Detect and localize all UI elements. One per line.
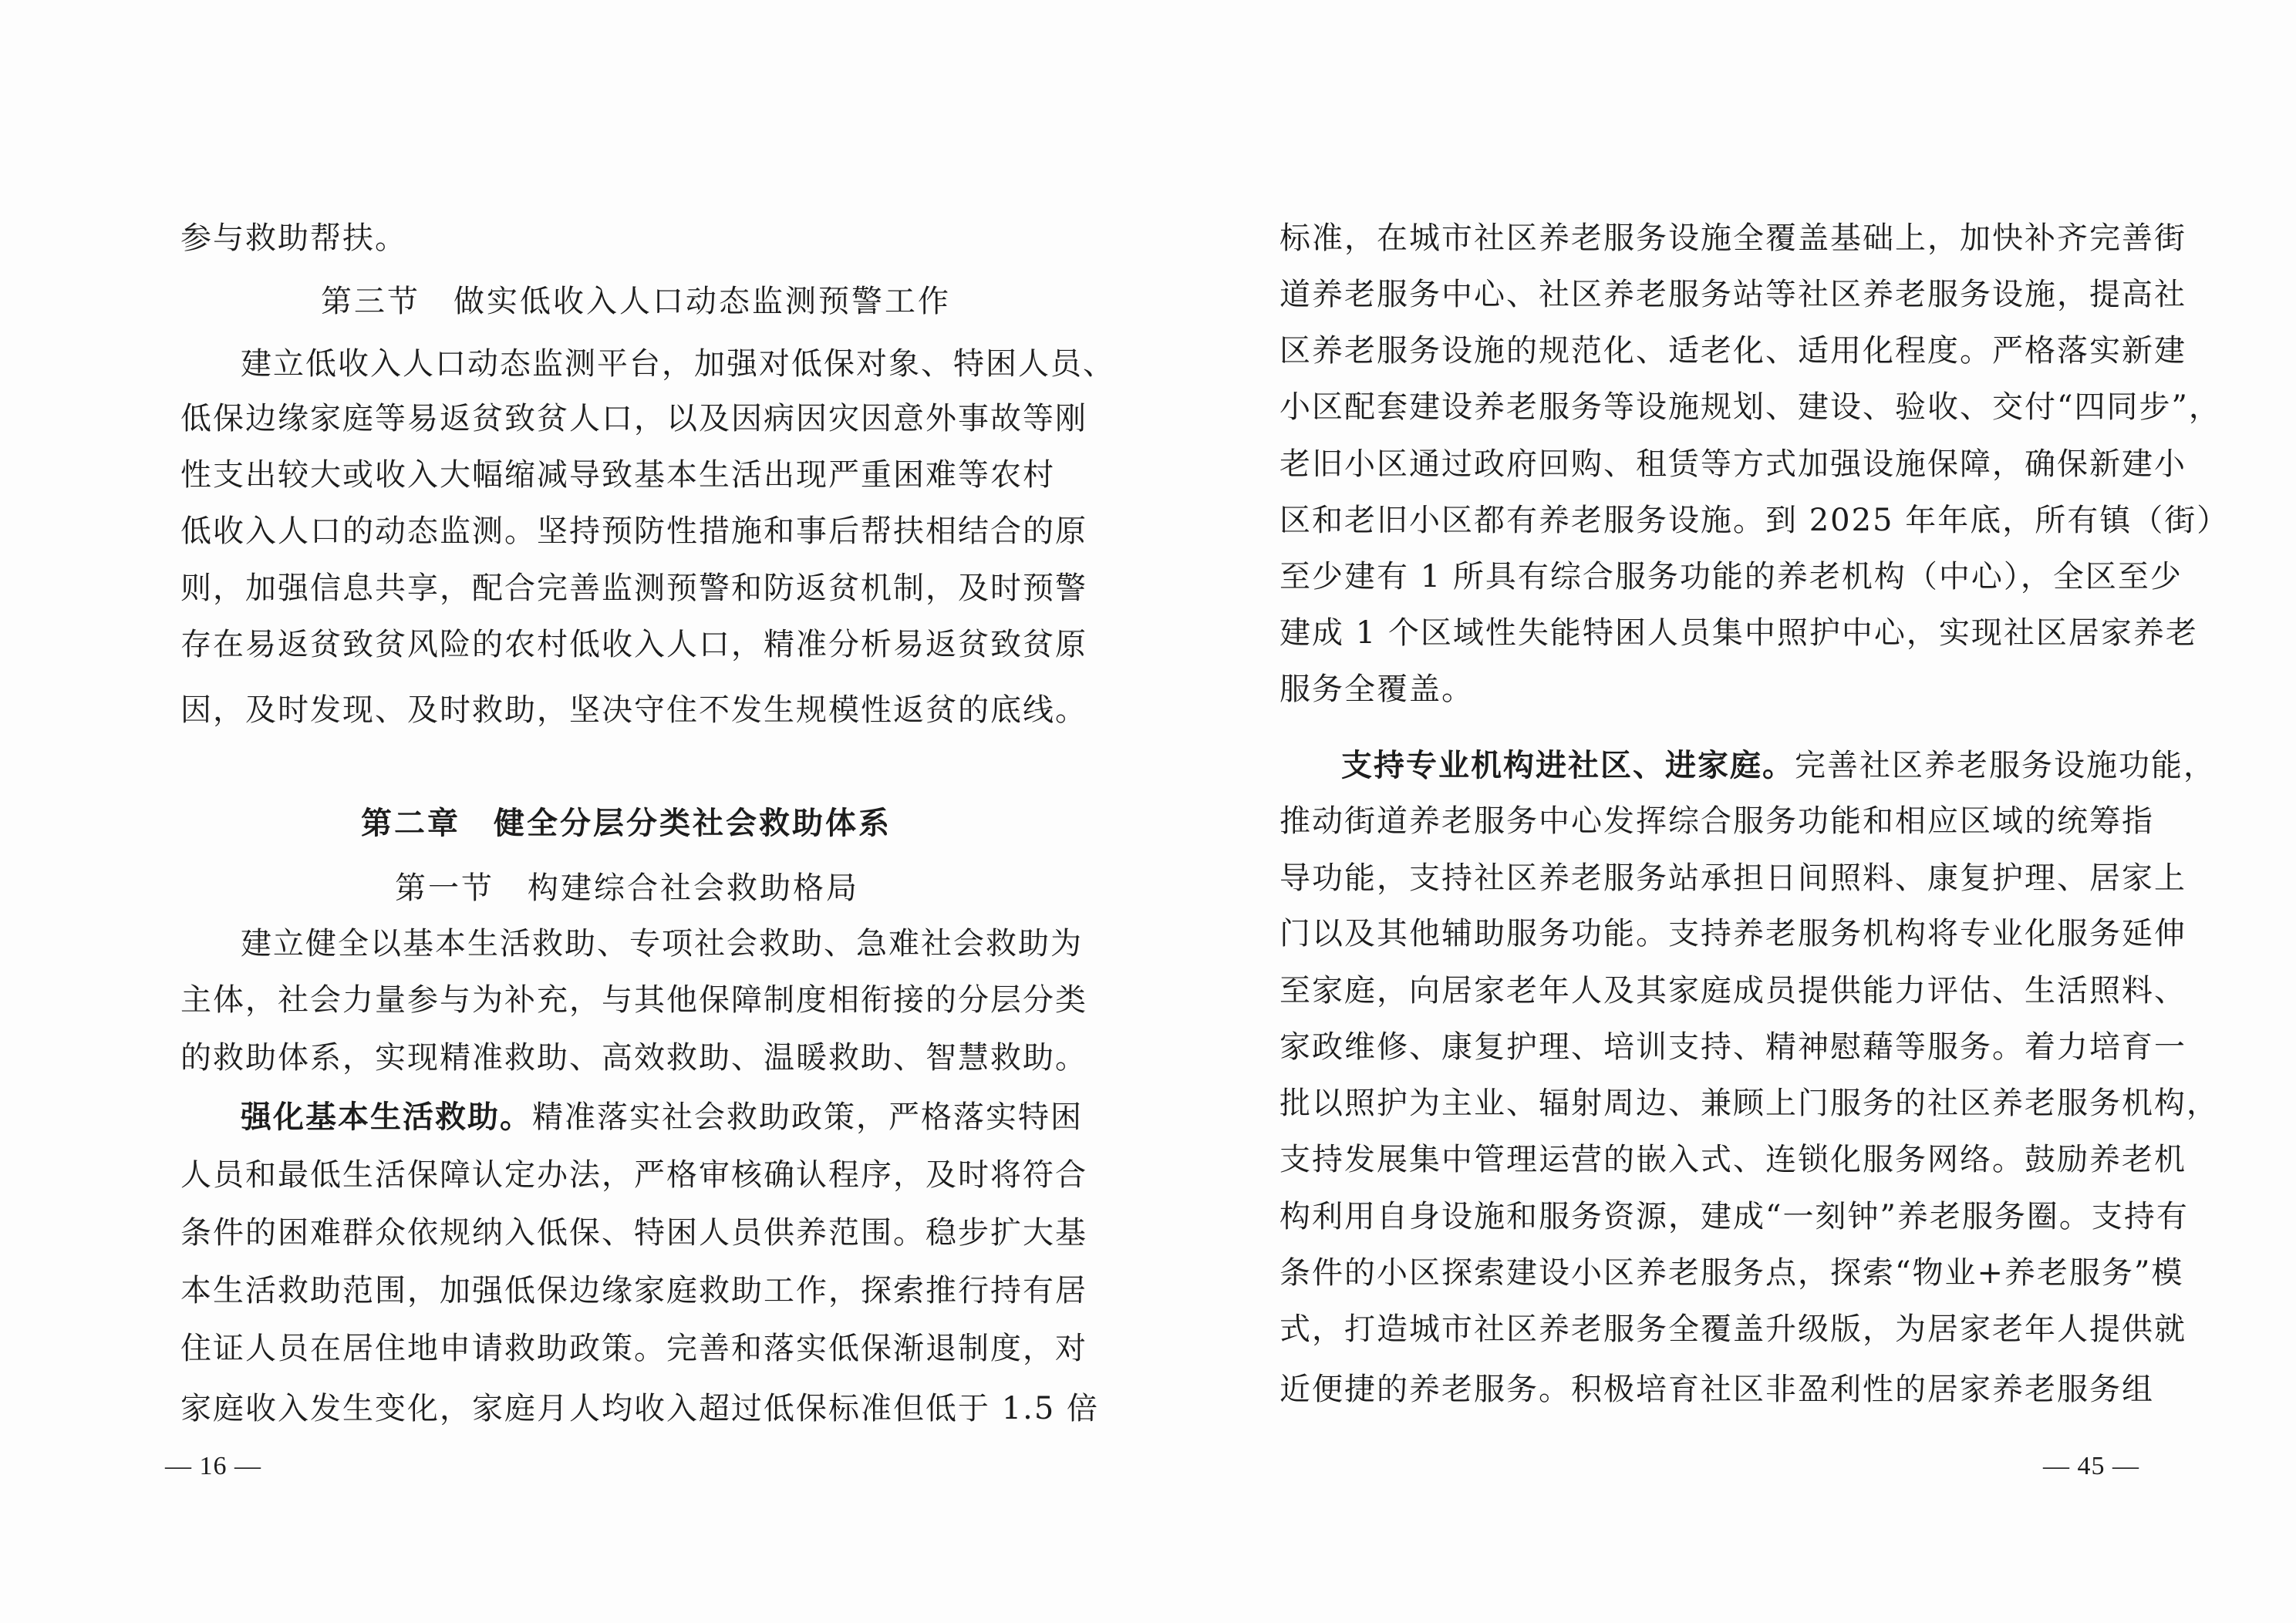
text-line: 住证人员在居住地申请救助政策。完善和落实低保渐退制度，对 (180, 1331, 1087, 1366)
text-line: 建立健全以基本生活救助、专项社会救助、急难社会救助为 (241, 926, 1083, 961)
bold-lead-text: 强化基本生活救助。 (241, 1099, 532, 1135)
text-line: 近便捷的养老服务。积极培育社区非盈利性的居家养老服务组 (1279, 1372, 2154, 1407)
text-line: 建立低收入人口动态监测平台，加强对低保对象、特困人员、 (241, 346, 1115, 382)
text-line: 主体，社会力量参与为补充，与其他保障制度相衔接的分层分类 (180, 982, 1087, 1018)
text-line: 建成 1 个区域性失能特困人员集中照护中心，实现社区居家养老 (1279, 615, 2198, 651)
text-line: 至家庭，向居家老年人及其家庭成员提供能力评估、生活照料、 (1279, 973, 2186, 1008)
chapter-heading: 第二章 健全分层分类社会救助体系 (361, 806, 892, 841)
right-page (1148, 0, 2296, 1623)
text-line: 家政维修、康复护理、培训支持、精神慰藉等服务。着力培育一 (1279, 1029, 2186, 1065)
text-line: 则，加强信息共享，配合完善监测预警和防返贫机制，及时预警 (180, 571, 1087, 606)
text-line: 式，打造城市社区养老服务全覆盖升级版，为居家老年人提供就 (1279, 1312, 2186, 1347)
section-heading: 第一节 构建综合社会救助格局 (395, 870, 859, 906)
text-line: 标准，在城市社区养老服务设施全覆盖基础上，加快补齐完善街 (1279, 221, 2186, 256)
text-line (1341, 744, 2216, 787)
bold-lead-text: 支持专业机构进社区、进家庭。 (1341, 748, 1795, 783)
text-line: 性支出较大或收入大幅缩减导致基本生活出现严重困难等农村 (180, 457, 1055, 493)
text-line: 参与救助帮扶。 (180, 221, 407, 256)
section-heading: 第三节 做实低收入人口动态监测预警工作 (321, 284, 951, 319)
text-line: 区养老服务设施的规范化、适老化、适用化程度。严格落实新建 (1279, 333, 2186, 369)
text-line: 区和老旧小区都有养老服务设施。到 2025 年年底，所有镇（街） (1279, 503, 2230, 538)
text-line-rest: 精准落实社会救助政策，严格落实特困 (532, 1099, 1083, 1135)
text-line: 导功能，支持社区养老服务站承担日间照料、康复护理、居家上 (1279, 860, 2186, 896)
text-line: 批以照护为主业、辐射周边、兼顾上门服务的社区养老服务机构， (1279, 1086, 2219, 1121)
text-line: 条件的困难群众依规纳入低保、特困人员供养范围。稳步扩大基 (180, 1215, 1087, 1251)
text-line: 的救助体系，实现精准救助、高效救助、温暖救助、智慧救助。 (180, 1040, 1087, 1076)
text-line: 本生活救助范围，加强低保边缘家庭救助工作，探索推行持有居 (180, 1273, 1087, 1308)
text-line: 低收入人口的动态监测。坚持预防性措施和事后帮扶相结合的原 (180, 514, 1087, 549)
text-line: 门以及其他辅助服务功能。支持养老服务机构将专业化服务延伸 (1279, 916, 2186, 951)
page-number: — 45 — (2043, 1452, 2139, 1480)
text-line: 至少建有 1 所具有综合服务功能的养老机构（中心），全区至少 (1279, 559, 2183, 594)
text-line (241, 1096, 1083, 1139)
text-line: 支持发展集中管理运营的嵌入式、连锁化服务网络。鼓励养老机 (1279, 1142, 2186, 1177)
text-line: 人员和最低生活保障认定办法，严格审核确认程序，及时将符合 (180, 1157, 1087, 1193)
text-line: 构利用自身设施和服务资源，建成“一刻钟”养老服务圈。支持有 (1279, 1199, 2189, 1234)
text-line: 服务全覆盖。 (1279, 672, 1474, 707)
page-number: — 16 — (165, 1452, 261, 1480)
text-line: 小区配套建设养老服务等设施规划、建设、验收、交付“四同步”， (1279, 389, 2221, 425)
text-line: 推动街道养老服务中心发挥综合服务功能和相应区域的统筹指 (1279, 803, 2154, 839)
text-line: 道养老服务中心、社区养老服务站等社区养老服务设施，提高社 (1279, 277, 2186, 312)
text-line: 存在易返贫致贫风险的农村低收入人口，精准分析易返贫致贫原 (180, 627, 1087, 662)
text-line: 家庭收入发生变化，家庭月人均收入超过低保标准但低于 1.5 倍 (180, 1391, 1100, 1426)
text-line: 低保边缘家庭等易返贫致贫人口，以及因病因灾因意外事故等刚 (180, 401, 1087, 436)
text-line-rest: 完善社区养老服务设施功能， (1795, 748, 2216, 783)
text-line: 因，及时发现、及时救助，坚决守住不发生规模性返贫的底线。 (180, 692, 1087, 728)
text-line: 老旧小区通过政府回购、租赁等方式加强设施保障，确保新建小 (1279, 446, 2186, 482)
text-line: 条件的小区探索建设小区养老服务点，探索“物业+养老服务”模 (1279, 1255, 2184, 1291)
